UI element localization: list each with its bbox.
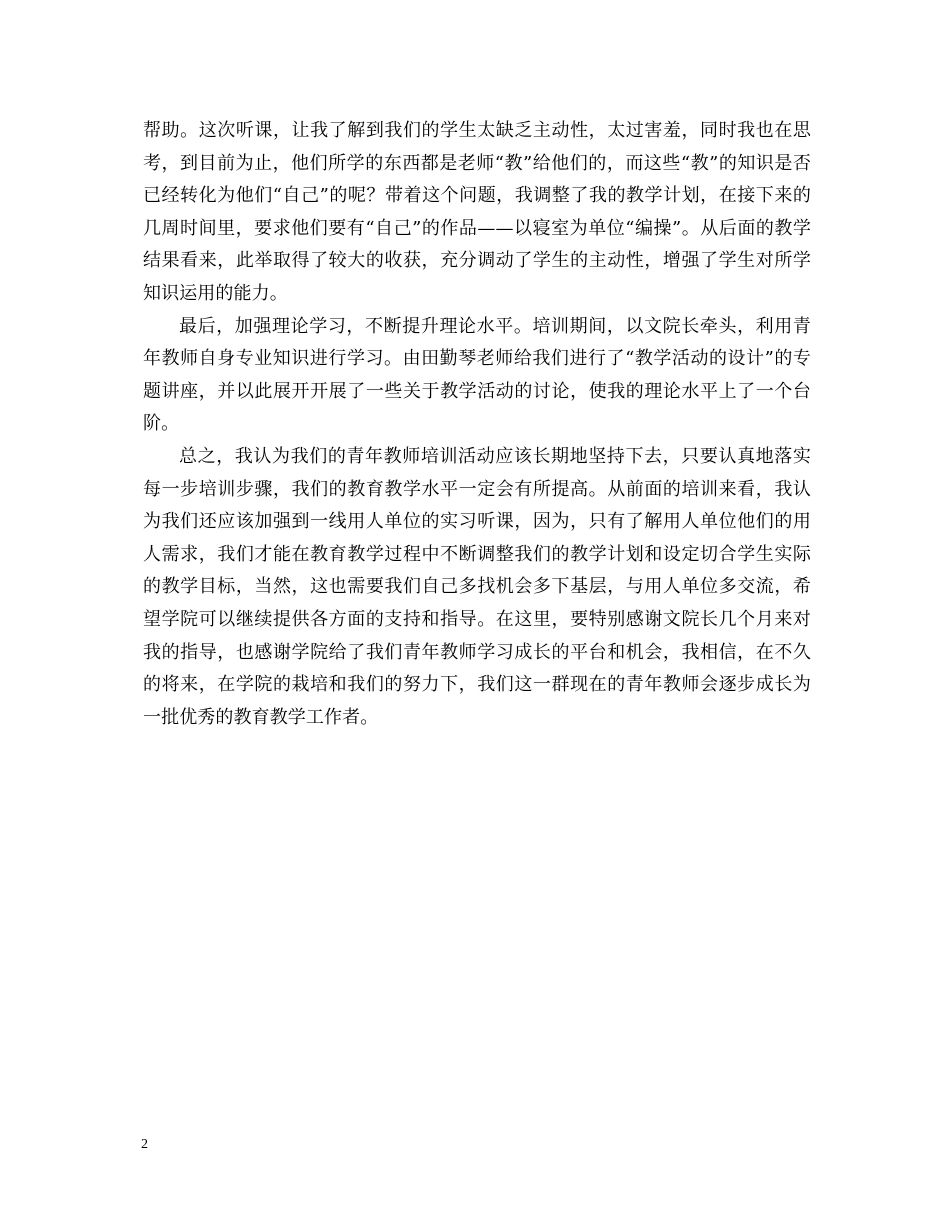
paragraph-conclusion: 总之，我认为我们的青年教师培训活动应该长期地坚持下去，只要认真地落实每一步培训步骤，我们的教育教学水平一定会有所提高。从前面的培训来看，我认为我们还应该加强到一线用人单位的实习听课，因为，只有了解用人单位他们的用人需求，我们才能在教育教学过程中不断调整我们的教学计划和设定切合学生实际的教学目标，当然，这也需要我们自己多找机会多下基层，与用人单位多交流，希望学院可以继续提供各方面的支持和指导。在这里，要特别感谢文院长几个月来对我的指导，也感谢学院给了我们青年教师学习成长的平台和机会，我相信，在不久的将来，在学院的栽培和我们的努力下，我们这一群现在的青年教师会逐步成长为一批优秀的教育教学工作者。 (143, 445, 811, 728)
page-number: 2 (141, 1137, 148, 1152)
paragraph-theory-study: 最后，加强理论学习，不断提升理论水平。培训期间，以文院长牵头，利用青年教师自身专业知识进行学习。由田勤琴老师给我们进行了“教学活动的设计”的专题讲座，并以此展开开展了一些关于教学活动的讨论，使我的理论水平上了一个台阶。 (143, 315, 811, 435)
document-body (143, 115, 811, 734)
paragraph-continuation: 帮助。这次听课，让我了解到我们的学生太缺乏主动性，太过害羞，同时我也在思考，到目前为止，他们所学的东西都是老师“教”给他们的，而这些“教”的知识是否已经转化为他们“自己”的呢？带着这个问题，我调整了我的教学计划，在接下来的几周时间里，要求他们要有“自己”的作品——以寝室为单位“编操”。从后面的教学结果看来，此举取得了较大的收获，充分调动了学生的主动性，增强了学生对所学知识运用的能力。 (143, 120, 811, 304)
